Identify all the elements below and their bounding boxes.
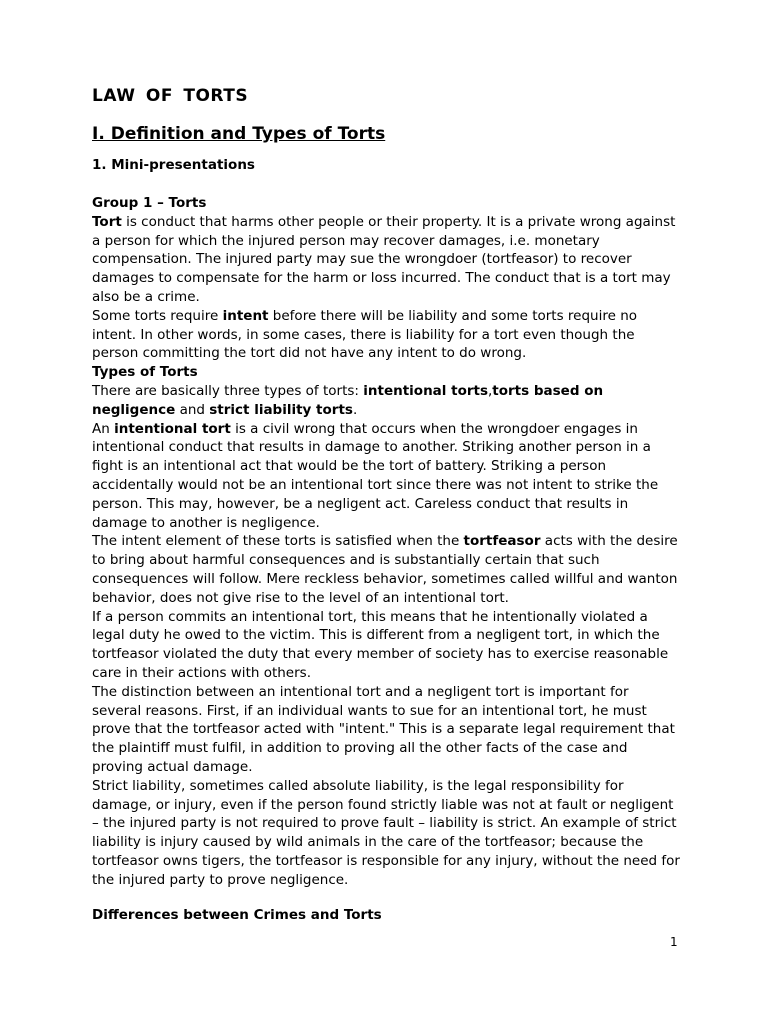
crimes-torts-heading: Differences between Crimes and Torts: [92, 907, 382, 924]
paragraph-text: Some torts require: [92, 307, 223, 324]
paragraph-text: ,: [488, 382, 493, 399]
paragraph-text: The intent element of these torts is satisfied when the: [92, 533, 464, 550]
paragraph-intent: [92, 307, 682, 363]
section-title: I. Definition and Types of Torts: [92, 124, 386, 144]
paragraph-text: and: [175, 401, 210, 418]
subsection-title: 1. Mini-presentations: [92, 157, 255, 173]
paragraph-strict-liability: Strict liability, sometimes called absolute liability, is the legal responsibility for damage, or injury, even if the person found strictly liable was not at fault or negligent – the injured party is not required to prove fault – liability is strict. An example of strict liability is injury caused by wild animals in the care of the tortfeasor; because the tortfeasor owns tigers, the tortfeasor is responsible for any injury, without the need for the injured party to prove negligence.: [92, 777, 680, 888]
page-number: 1: [670, 935, 678, 949]
term-intentional-tort: intentional tort: [114, 420, 231, 437]
group-title: Group 1 – Torts: [92, 195, 207, 211]
types-heading: Types of Torts: [92, 364, 198, 381]
paragraph-types: [92, 382, 682, 420]
paragraph-distinction: The distinction between an intentional tort and a negligent tort is important for several reasons. First, if an individual wants to sue for an intentional tort, he must prove that the tortfeasor acted with "intent." This is a separate legal requirement that the plaintiff must fulfil, in addition to proving all the other facts of the case and proving actual damage.: [92, 683, 675, 775]
paragraph-intentional-tort: [92, 420, 682, 533]
paragraph-text: An: [92, 420, 115, 437]
paragraph-text: is a civil wrong that occurs when the wrongdoer engages in intentional conduct that results in damage to another. Striking another person in a fight is an intentional act that would be the tort of battery. Striking a person accidentally would not be an intentional tort since there was not intent to strike the person. This may, however, be a negligent act. Careless conduct that results in damage to another is negligence.: [92, 420, 659, 531]
term-strict-liability-torts: strict liability torts: [209, 401, 353, 418]
paragraph-text: is conduct that harms other people or their property. It is a private wrong against a person for which the injured person may recover damages, i.e. monetary compensation. The injured party may sue the wrongdoer (tortfeasor) to recover damages to compensate for the harm or loss incurred. The conduct that is a tort may also be a crime.: [92, 213, 676, 305]
term-intent: intent: [222, 307, 269, 324]
document-page: [92, 84, 682, 925]
paragraph-text: There are basically three types of torts:: [92, 382, 364, 399]
term-intentional-torts: intentional torts: [363, 382, 488, 399]
paragraph-text: before there will be liability and some torts require no intent. In other words, in some cases, there is liability for a tort even though the person committing the tort did not have any intent to do wrong.: [92, 307, 638, 362]
paragraph-tort-definition: [92, 213, 682, 307]
paragraph-text: acts with the desire to bring about harmful consequences and is substantially certain that such consequences will follow. Mere reckless behavior, sometimes called willful and wanton behavior, does not give rise to the level of an intentional tort.: [92, 533, 678, 606]
paragraph-intent-element: [92, 532, 682, 607]
paragraph-text: .: [352, 401, 358, 418]
term-tort: Tort: [92, 213, 122, 230]
term-negligence-torts: torts based on negligence: [92, 382, 604, 418]
document-title: LAW OF TORTS: [92, 86, 249, 106]
paragraph-duty: If a person commits an intentional tort, this means that he intentionally violated a legal duty he owed to the victim. This is different from a negligent tort, in which the tortfeasor violated the duty that every member of society has to exercise reasonable care in their actions with others.: [92, 608, 669, 681]
term-tortfeasor: tortfeasor: [463, 533, 541, 550]
